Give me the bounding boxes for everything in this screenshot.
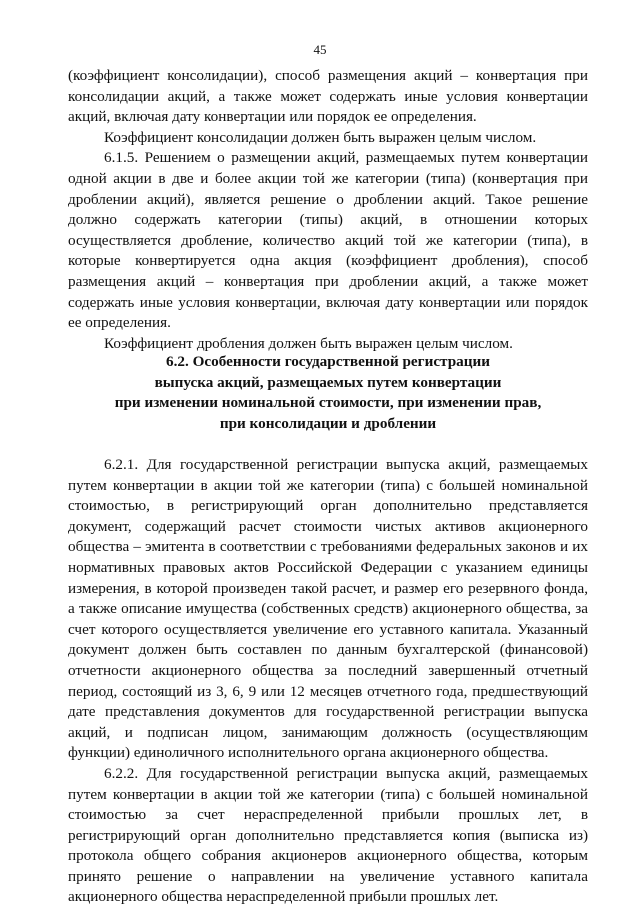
page-number: 45 <box>313 42 327 57</box>
paragraph-consolidation-coefficient: Коэффициент консолидации должен быть выражен целым числом. <box>104 128 537 146</box>
paragraph-consolidation-continued: (коэффициент консолидации), способ размещения акций – конвертация при консолидации акций, а также может содержать иные условия конвертации акций, включая дату конвертации или порядок ее определения. <box>68 67 588 126</box>
section-heading <box>68 352 588 434</box>
bottom-text-block <box>68 455 588 908</box>
paragraph-6-2-2: 6.2.2. Для государственной регистрации выпуска акций, размещаемых путем конвертации в акции той же категории (типа) с большей номинальной стоимостью за счет нераспределенной прибыли прошлых лет, в регистрирующий орган дополнительно представляется копия (выписка из) протокола общего собрания акционеров акционерного общества, которым принято решение о направлении на увеличение уставного капитала акционерного общества нераспределенной прибыли прошлых лет. <box>68 764 588 906</box>
top-text-block <box>68 66 588 354</box>
paragraph-split-coefficient: Коэффициент дробления должен быть выражен целым числом. <box>104 334 513 352</box>
paragraph-6-2-1: 6.2.1. Для государственной регистрации выпуска акций, размещаемых путем конвертации в акции той же категории (типа) с большей номинальной стоимостью, в регистрирующий орган дополнительно представляется документ, содержащий расчет стоимости чистых активов акционерного общества – эмитента в соответствии с требованиями федеральных законов и их нормативных правовых актов Российской Федерации с указанием единицы измерения, в которой произведен такой расчет, и размер его резервного фонда, а также описание имущества (собственных средств) акционерного общества, за счет которого осуществляется увеличение его уставного капитала. Указанный документ должен быть составлен по данным бухгалтерской (финансовой) отчетности акционерного общества за последний завершенный отчетный период, состоящий из 3, 6, 9 или 12 месяцев отчетного года, предшествующий дате представления документов для государственной регистрации выпуска акций, и подписан лицом, занимающим должность (осуществляющим функции) единоличного исполнительного органа акционерного общества. <box>68 456 588 762</box>
section-heading-line: 6.2. Особенности государственной регистрации <box>165 353 491 370</box>
section-heading-line: при консолидации и дроблении <box>219 414 437 432</box>
section-heading-line: при изменении номинальной стоимости, при изменении прав, <box>114 394 542 412</box>
paragraph-6-1-5: 6.1.5. Решением о размещении акций, размещаемых путем конвертации одной акции в две и более акции той же категории (типа) (конвертация при дроблении акций), является решение о дроблении акций. Такое решение должно содержать категории (типы) акций, в отношении которых осуществляется дробление, количество акций той же категории (типа), в которые конвертируется одна акция (коэффициент дробления), способ размещения акций – конвертация при дроблении акций, а также может содержать иные условия конвертации, включая дату конвертации или порядок ее определения. <box>68 149 588 332</box>
section-heading-line: выпуска акций, размещаемых путем конвертации <box>154 373 502 391</box>
